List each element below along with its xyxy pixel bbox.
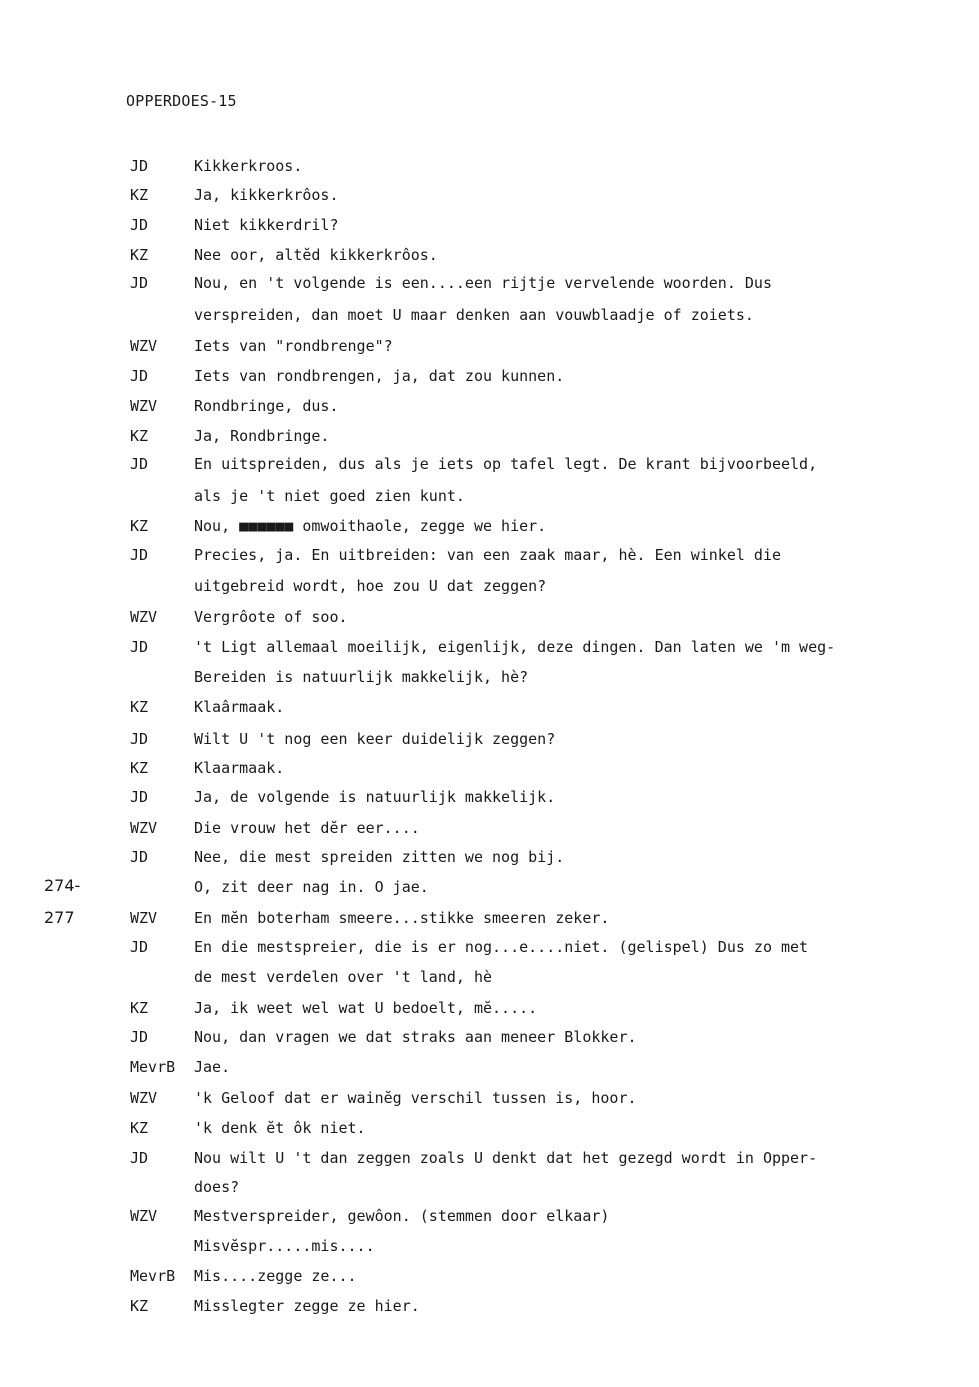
transcript-line bbox=[0, 668, 979, 690]
speaker-label: KZ bbox=[130, 186, 149, 204]
transcript-line bbox=[0, 274, 979, 296]
utterance-text: als je 't niet goed zien kunt. bbox=[194, 487, 465, 505]
speaker-label: MevrB bbox=[130, 1267, 176, 1285]
transcript-line bbox=[0, 848, 979, 870]
transcript-line bbox=[0, 1178, 979, 1200]
transcript-line bbox=[0, 397, 979, 419]
speaker-label: KZ bbox=[130, 999, 149, 1017]
utterance-text: Iets van rondbrengen, ja, dat zou kunnen. bbox=[194, 367, 565, 385]
utterance-text: Vergrôote of soo. bbox=[194, 608, 348, 626]
transcript-line bbox=[0, 638, 979, 660]
transcript-line bbox=[0, 999, 979, 1021]
utterance-text: En die mestspreier, die is er nog...e....niet. (gelispel) Dus zo met bbox=[194, 938, 809, 956]
utterance-text: 'k Geloof dat er wainĕg verschil tussen is, hoor. bbox=[194, 1089, 637, 1107]
speaker-label: KZ bbox=[130, 759, 149, 777]
transcript-line bbox=[0, 546, 979, 568]
utterance-text: Kikkerkroos. bbox=[194, 157, 303, 175]
speaker-label: JD bbox=[130, 1028, 149, 1046]
transcript-line bbox=[0, 968, 979, 990]
transcript-line bbox=[0, 759, 979, 781]
transcript-line bbox=[0, 1028, 979, 1050]
transcript-line bbox=[0, 487, 979, 509]
transcript-line bbox=[0, 1207, 979, 1229]
transcript-line bbox=[0, 909, 979, 931]
speaker-label: JD bbox=[130, 455, 149, 473]
utterance-text: Nou, ■■■■■■ omwoithaole, zegge we hier. bbox=[194, 517, 547, 535]
transcript-line bbox=[0, 455, 979, 477]
transcript-line bbox=[0, 337, 979, 359]
speaker-label: WZV bbox=[130, 1089, 158, 1107]
speaker-label: WZV bbox=[130, 1207, 158, 1225]
utterance-text: Wilt U 't nog een keer duidelijk zeggen? bbox=[194, 730, 556, 748]
utterance-text: 't Ligt allemaal moeilijk, eigenlijk, deze dingen. Dan laten we 'm weg- bbox=[194, 638, 836, 656]
speaker-label: JD bbox=[130, 157, 149, 175]
speaker-label: WZV bbox=[130, 819, 158, 837]
margin-note-start: 274- bbox=[44, 876, 81, 895]
utterance-text: Nee oor, altĕd kikkerkrôos. bbox=[194, 246, 438, 264]
utterance-text: de mest verdelen over 't land, hè bbox=[194, 968, 493, 986]
speaker-label: JD bbox=[130, 788, 149, 806]
speaker-label: KZ bbox=[130, 427, 149, 445]
speaker-label: JD bbox=[130, 1149, 149, 1167]
utterance-text: Klaârmaak. bbox=[194, 698, 285, 716]
speaker-label: MevrB bbox=[130, 1058, 176, 1076]
transcript-line bbox=[0, 216, 979, 238]
utterance-text: Jae. bbox=[194, 1058, 231, 1076]
speaker-label: KZ bbox=[130, 1297, 149, 1315]
transcript-line bbox=[0, 157, 979, 179]
utterance-text: O, zit deer nag in. O jae. bbox=[194, 878, 429, 896]
speaker-label: JD bbox=[130, 848, 149, 866]
utterance-text: Ja, de volgende is natuurlijk makkelijk. bbox=[194, 788, 556, 806]
utterance-text: Niet kikkerdril? bbox=[194, 216, 339, 234]
transcript-line bbox=[0, 306, 979, 328]
speaker-label: JD bbox=[130, 274, 149, 292]
utterance-text: uitgebreid wordt, hoe zou U dat zeggen? bbox=[194, 577, 547, 595]
speaker-label: WZV bbox=[130, 909, 158, 927]
speaker-label: WZV bbox=[130, 337, 158, 355]
transcript-line bbox=[0, 186, 979, 208]
transcript-line bbox=[0, 1297, 979, 1319]
speaker-label: JD bbox=[130, 938, 149, 956]
utterance-text: 'k denk ĕt ôk niet. bbox=[194, 1119, 366, 1137]
transcript-line bbox=[0, 1149, 979, 1171]
page-title: OPPERDOES-15 bbox=[126, 92, 237, 110]
speaker-label: KZ bbox=[130, 1119, 149, 1137]
utterance-text: Die vrouw het dĕr eer.... bbox=[194, 819, 420, 837]
speaker-label: WZV bbox=[130, 397, 158, 415]
transcript-line bbox=[0, 1119, 979, 1141]
utterance-text: does? bbox=[194, 1178, 240, 1196]
utterance-text: Nee, die mest spreiden zitten we nog bij. bbox=[194, 848, 565, 866]
utterance-text: Nou wilt U 't dan zeggen zoals U denkt dat het gezegd wordt in Opper- bbox=[194, 1149, 818, 1167]
utterance-text: Precies, ja. En uitbreiden: van een zaak maar, hè. Een winkel die bbox=[194, 546, 781, 564]
utterance-text: Ja, kikkerkrôos. bbox=[194, 186, 339, 204]
transcript-line bbox=[0, 788, 979, 810]
transcript-line bbox=[0, 367, 979, 389]
utterance-text: En mĕn boterham smeere...stikke smeeren zeker. bbox=[194, 909, 610, 927]
utterance-text: Rondbringe, dus. bbox=[194, 397, 339, 415]
utterance-text: Misslegter zegge ze hier. bbox=[194, 1297, 420, 1315]
utterance-text: Bereiden is natuurlijk makkelijk, hè? bbox=[194, 668, 529, 686]
speaker-label: JD bbox=[130, 546, 149, 564]
utterance-text: verspreiden, dan moet U maar denken aan vouwblaadje of zoiets. bbox=[194, 306, 754, 324]
utterance-text: Ja, Rondbringe. bbox=[194, 427, 330, 445]
utterance-text: Iets van "rondbrenge"? bbox=[194, 337, 393, 355]
transcript-line bbox=[0, 1058, 979, 1080]
transcript-line bbox=[0, 1089, 979, 1111]
utterance-text: Mestverspreider, gewôon. (stemmen door elkaar) bbox=[194, 1207, 610, 1225]
utterance-text: Mis....zegge ze... bbox=[194, 1267, 357, 1285]
margin-note-end: 277 bbox=[44, 908, 75, 927]
speaker-label: KZ bbox=[130, 246, 149, 264]
utterance-text: Misvĕspr.....mis.... bbox=[194, 1237, 375, 1255]
utterance-text: Nou, dan vragen we dat straks aan meneer Blokker. bbox=[194, 1028, 637, 1046]
utterance-text: Klaarmaak. bbox=[194, 759, 285, 777]
transcript-line bbox=[0, 730, 979, 752]
transcript-line bbox=[0, 1237, 979, 1259]
transcript-line bbox=[0, 577, 979, 599]
utterance-text: Nou, en 't volgende is een....een rijtje vervelende woorden. Dus bbox=[194, 274, 772, 292]
transcript-line bbox=[0, 698, 979, 720]
speaker-label: JD bbox=[130, 730, 149, 748]
speaker-label: JD bbox=[130, 367, 149, 385]
transcript-line bbox=[0, 246, 979, 268]
speaker-label: WZV bbox=[130, 608, 158, 626]
transcript-line bbox=[0, 427, 979, 449]
utterance-text: En uitspreiden, dus als je iets op tafel legt. De krant bijvoorbeeld, bbox=[194, 455, 818, 473]
utterance-text: Ja, ik weet wel wat U bedoelt, mĕ..... bbox=[194, 999, 538, 1017]
speaker-label: JD bbox=[130, 638, 149, 656]
transcript-line bbox=[0, 517, 979, 539]
transcript-line bbox=[0, 819, 979, 841]
speaker-label: JD bbox=[130, 216, 149, 234]
transcript-line bbox=[0, 878, 979, 900]
transcript-line bbox=[0, 608, 979, 630]
transcript-line bbox=[0, 938, 979, 960]
speaker-label: KZ bbox=[130, 517, 149, 535]
transcript-line bbox=[0, 1267, 979, 1289]
speaker-label: KZ bbox=[130, 698, 149, 716]
